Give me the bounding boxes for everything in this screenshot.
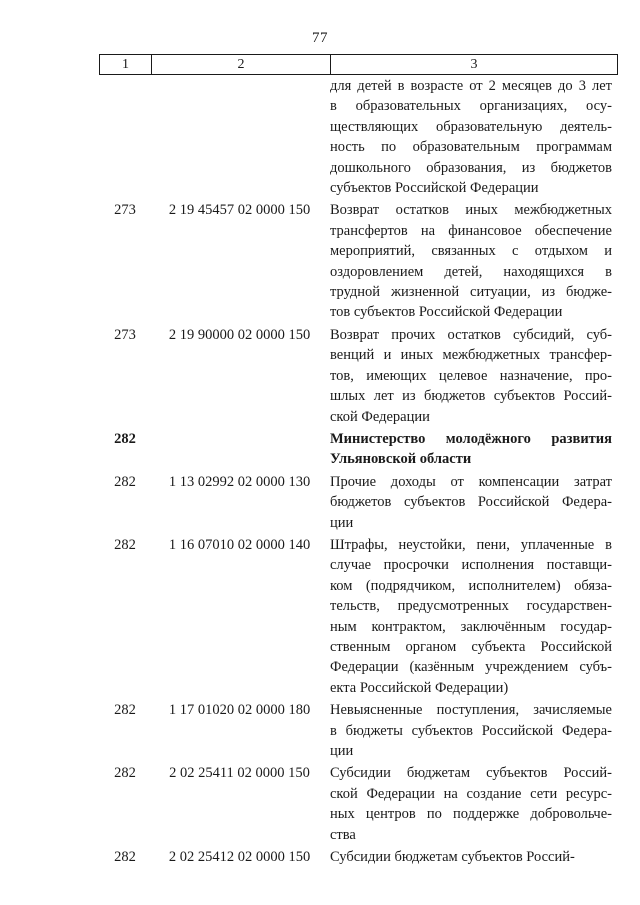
description-line: ных центров по поддержке добровольче-: [330, 806, 612, 823]
row-description: [330, 700, 612, 761]
table-body: [0, 76, 640, 867]
description-line: субъектов Российской Федерации: [330, 180, 539, 197]
description-line: дошкольного образования, из бюджетов: [330, 159, 612, 176]
description-line: ственным органом субъекта Российской: [330, 638, 612, 655]
row-description: [330, 535, 612, 698]
description-line: случае просрочки исполнения поставщи-: [330, 557, 612, 574]
row-description: [330, 472, 612, 533]
row-code-kbk: 2 19 90000 02 0000 150: [168, 326, 311, 343]
row-code-kbk: 2 02 25412 02 0000 150: [168, 849, 311, 866]
description-line: ской Федерации: [330, 408, 430, 425]
table-row: [0, 76, 640, 198]
description-line: трансфертов на финансовое обеспечение: [330, 222, 612, 239]
description-line: бюджетов субъектов Российской Федера-: [330, 494, 612, 511]
description-line: ность по образовательным программам: [330, 139, 612, 156]
row-description: [330, 763, 612, 845]
description-line: для детей в возрасте от 2 месяцев до 3 лет: [330, 78, 612, 94]
row-code-admin: 273: [114, 202, 136, 219]
description-line: мероприятий, связанных с отдыхом и: [330, 243, 612, 260]
row-code-admin: 282: [114, 765, 136, 782]
description-line: екта Российской Федерации): [330, 679, 509, 696]
description-line: Возврат прочих остатков субсидий, суб-: [330, 326, 612, 343]
table-row: [0, 325, 640, 427]
column-header-3: 3: [331, 55, 618, 75]
row-code-kbk: 1 17 01020 02 0000 180: [168, 702, 311, 719]
row-code-admin: 282: [114, 536, 136, 553]
description-line: Субсидии бюджетам субъектов Россий-: [330, 765, 612, 782]
description-line: Федерации (казённым учреждением субъ-: [330, 659, 612, 676]
description-line: ства: [330, 826, 356, 843]
row-code-kbk: 1 13 02992 02 0000 130: [168, 473, 311, 490]
row-description: [330, 847, 612, 867]
description-line: трудной жизненной ситуации, из бюдже-: [330, 284, 612, 301]
row-code-admin: 282: [114, 849, 136, 866]
description-line: тельств, предусмотренных государствен-: [330, 598, 612, 615]
description-line: ным контрактом, заключённым государ-: [330, 618, 612, 635]
row-description: [330, 429, 612, 470]
description-line: тов, имеющих целевое назначение, про-: [330, 367, 612, 384]
table-row: [0, 847, 640, 867]
description-line: в бюджеты субъектов Российской Федера-: [330, 722, 612, 739]
row-code-kbk: 1 16 07010 02 0000 140: [168, 536, 311, 553]
row-code-admin: 273: [114, 326, 136, 343]
table-row: [0, 700, 640, 761]
description-line: Возврат остатков иных межбюджетных: [330, 202, 612, 219]
table-row: [0, 429, 640, 470]
description-line: в образовательных организациях, осу-: [330, 98, 612, 115]
description-line: ской Федерации на создание сети ресурс-: [330, 785, 612, 802]
description-line: Ульяновской области: [330, 451, 472, 468]
description-line: Субсидии бюджетам субъектов Россий-: [330, 849, 575, 866]
table-row: [0, 535, 640, 698]
table-row: [0, 200, 640, 322]
page-number: 77: [312, 30, 328, 46]
row-description: [330, 76, 612, 198]
description-line: Невыясненные поступления, зачисляемые: [330, 702, 612, 719]
column-header-2: 2: [152, 55, 331, 75]
description-line: Прочие доходы от компенсации затрат: [330, 473, 612, 490]
column-header-table: [99, 54, 618, 75]
description-line: ком (подрядчиком, исполнителем) обяза-: [330, 577, 612, 594]
row-code-kbk: 2 19 45457 02 0000 150: [168, 202, 311, 219]
table-row: [0, 763, 640, 845]
description-line: тов субъектов Российской Федерации: [330, 304, 563, 321]
row-code-admin: 282: [114, 702, 136, 719]
description-line: оздоровлением детей, находящихся в: [330, 263, 612, 280]
row-code-admin: 282: [114, 473, 136, 490]
description-line: ществляющих образовательную деятель-: [330, 118, 612, 135]
row-code-admin: 282: [114, 430, 136, 447]
row-description: [330, 200, 612, 322]
row-description: [330, 325, 612, 427]
description-line: шлых лет из бюджетов субъектов Россий-: [330, 388, 612, 405]
column-header-1: 1: [100, 55, 152, 75]
row-code-kbk: 2 02 25411 02 0000 150: [169, 765, 310, 782]
column-header-row: [100, 55, 618, 75]
description-line: Штрафы, неустойки, пени, уплаченные в: [330, 536, 612, 553]
description-line: ции: [330, 514, 354, 531]
description-line: ции: [330, 743, 354, 759]
description-line: венций и иных межбюджетных трансфер-: [330, 347, 612, 364]
table-row: [0, 472, 640, 533]
description-line: Министерство молодёжного развития: [330, 430, 612, 447]
